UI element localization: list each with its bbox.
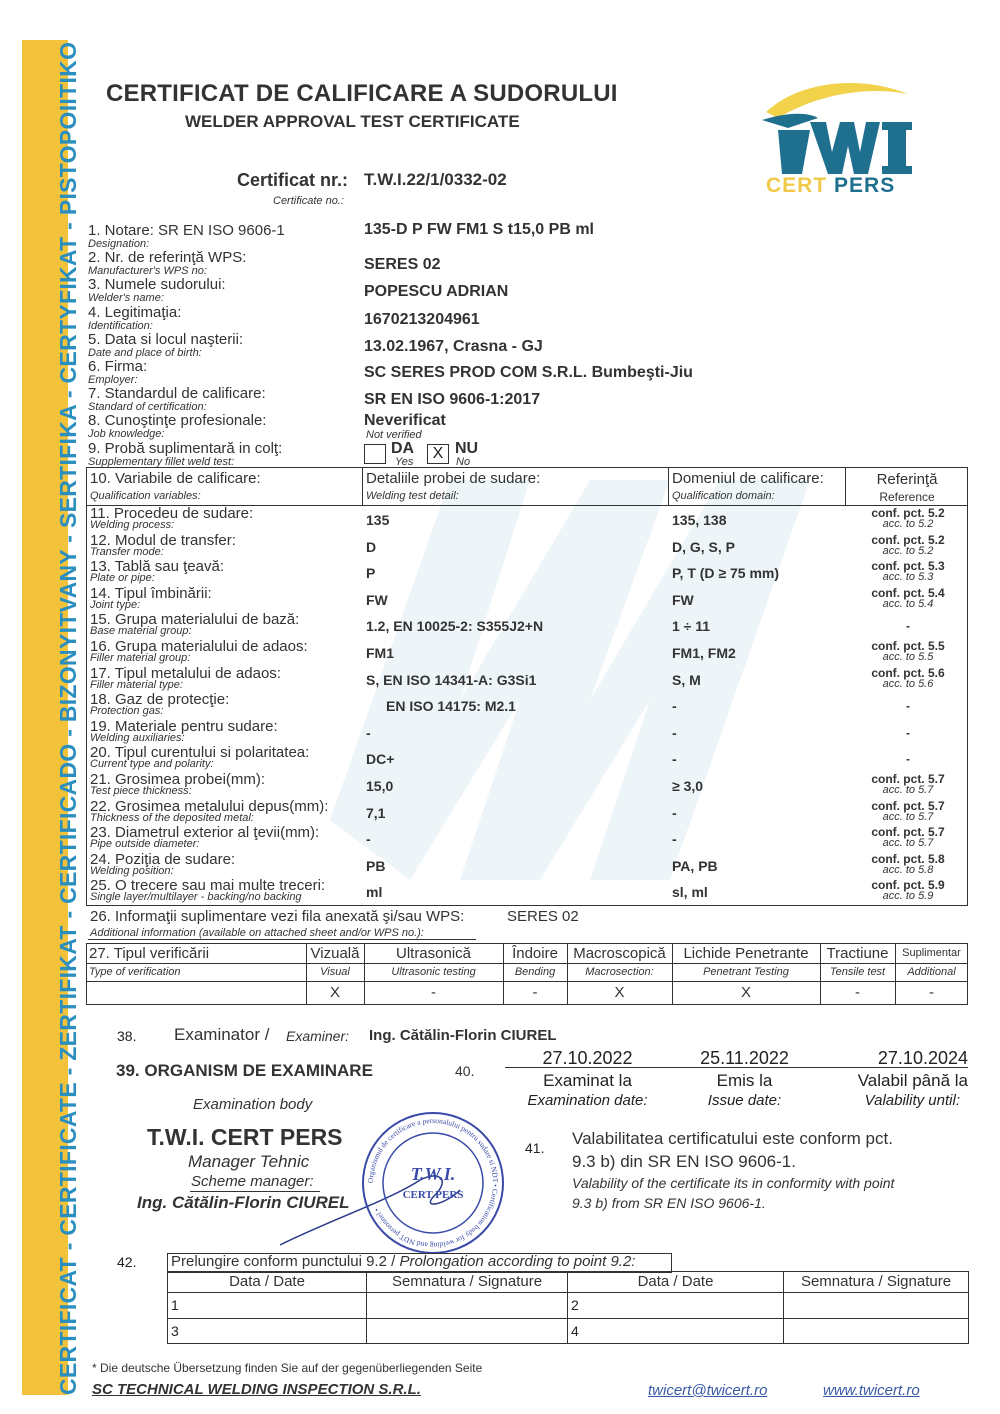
row-sublabel: Filler material group: xyxy=(90,652,191,664)
exam-date: 27.10.2022 xyxy=(542,1048,633,1068)
sidebar-banner xyxy=(22,40,81,1395)
row-reference: conf. pct. 5.6 xyxy=(871,665,945,680)
row-label: 11. Procedeu de sudare: xyxy=(90,505,254,522)
exam-body-title: 39. ORGANISM DE EXAMINARE xyxy=(116,1061,373,1080)
verif-header: Suplimentar xyxy=(902,947,961,959)
row-reference: conf. pct. 5.2 xyxy=(871,506,945,520)
row-domain-value: D, G, S, P xyxy=(672,538,736,555)
row-sublabel: Single layer/multilayer - backing/no backing xyxy=(90,891,302,904)
row-reference-sub: acc. to 5.3 xyxy=(882,571,934,584)
row-reference: conf. pct. 5.7 xyxy=(871,772,945,786)
prolong-divider xyxy=(167,1318,969,1319)
row-test-value: PB xyxy=(366,857,386,874)
verif-divider xyxy=(86,963,968,964)
header-reference: Referinţă xyxy=(876,471,938,488)
row-sublabel: Thickness of the deposited metal: xyxy=(90,811,254,824)
row-label: 13. Tablă sau ţeavă: xyxy=(90,558,224,576)
additional-info-sub: Additional information (available on attached sheet and/or WPS no.): xyxy=(90,927,424,939)
field-sublabel: Designation: xyxy=(88,238,150,250)
stamp-ring-text: Organismul de certificare a personalului pentru sudare si NDT • Certification body for welding and NDT personnel • xyxy=(365,1115,501,1251)
no-label: No xyxy=(456,456,471,468)
row-label: 18. Gaz de protecţie: xyxy=(90,691,230,709)
examiner-num: 38. xyxy=(117,1028,137,1044)
field-label: 6. Firma: xyxy=(88,358,148,375)
row-domain-value: PA, PB xyxy=(672,857,718,874)
row-sublabel: Current type and polarity: xyxy=(90,758,214,771)
row-label: 17. Tipul metalului de adaos: xyxy=(90,664,281,682)
valid-date-label: Valabil până la xyxy=(857,1071,968,1090)
exam-body-sub: Examination body xyxy=(193,1096,313,1113)
verif-subheader: Additional xyxy=(907,966,956,978)
row-reference: conf. pct. 5.7 xyxy=(871,798,945,813)
stamp-inner-text-2: CERT PERS xyxy=(402,1189,464,1201)
row-reference-sub: acc. to 5.5 xyxy=(882,651,934,663)
row-sublabel: Welding auxiliaries: xyxy=(90,731,185,744)
certificate-title: CERTIFICAT DE CALIFICARE A SUDORULUI xyxy=(106,80,618,107)
row-test-value: 1.2, EN 10025-2: S355J2+N xyxy=(366,618,544,635)
row-sublabel: Transfer mode: xyxy=(90,545,164,558)
checkbox-da xyxy=(364,444,386,464)
header-reference-sub: Reference xyxy=(879,490,935,504)
verif-subheader: Type of verification xyxy=(89,966,181,978)
checkbox-nu: X xyxy=(427,444,449,464)
col-divider xyxy=(668,467,669,505)
row-reference: conf. pct. 5.5 xyxy=(871,639,945,653)
row-label: 14. Tipul îmbinării: xyxy=(90,584,212,602)
row-reference-sub: acc. to 5.7 xyxy=(882,810,934,823)
prolong-row-2: 2 xyxy=(571,1297,579,1313)
field-sublabel: Job knowledge: xyxy=(88,428,165,440)
field-sublabel: Supplementary fillet weld test: xyxy=(88,456,235,468)
col-divider xyxy=(362,467,363,505)
row-domain-value: - xyxy=(672,698,677,715)
verif-subheader: Macrosection: xyxy=(585,966,654,978)
verif-header: Îndoire xyxy=(512,945,558,962)
examiner-label: Examinator / xyxy=(174,1025,270,1044)
official-stamp xyxy=(358,1108,508,1258)
row-label: 25. O trecere sau mai multe treceri: xyxy=(90,877,326,895)
verif-value: - xyxy=(855,984,860,1001)
row-test-value: ml xyxy=(366,884,383,901)
prolong-divider xyxy=(167,1292,969,1293)
manager-name: Ing. Cătălin-Florin CIUREL xyxy=(137,1193,350,1212)
field-label: 9. Probă suplimentară in colţ: xyxy=(88,440,283,457)
field-sublabel: Date and place of birth: xyxy=(88,347,202,359)
logo-pers-text: PERS xyxy=(834,174,896,197)
da-label: DA xyxy=(391,440,415,457)
row-test-value: FW xyxy=(366,591,388,608)
field-sublabel: Employer: xyxy=(88,374,138,386)
header-variables-sub: Qualification variables: xyxy=(90,490,201,502)
prolong-title-en: Prolongation according to point 9.2: xyxy=(399,1253,636,1270)
row-domain-value: ≥ 3,0 xyxy=(672,778,704,794)
verif-subheader: Tensile test xyxy=(829,966,886,978)
field-label: 1. Notare: SR EN ISO 9606-1 xyxy=(88,222,285,239)
row-sublabel: Welding position: xyxy=(90,864,174,877)
cert-number-sublabel: Certificate no.: xyxy=(273,195,344,207)
row-reference-sub: acc. to 5.7 xyxy=(882,837,934,850)
row-domain-value: - xyxy=(672,804,677,821)
field-value: POPESCU ADRIAN xyxy=(364,283,509,300)
logo-cert-text: CERT xyxy=(766,174,828,197)
field-value: Neverificat xyxy=(364,412,446,429)
verif-header: Lichide Penetrante xyxy=(683,945,809,962)
row-reference-sub: acc. to 5.4 xyxy=(882,597,934,610)
row-reference: conf. pct. 5.3 xyxy=(871,559,945,574)
verif-subheader: Visual xyxy=(320,966,350,978)
underline xyxy=(88,939,476,940)
manager-role-en: Scheme manager: xyxy=(191,1173,314,1190)
field-label: 7. Standardul de calificare: xyxy=(88,385,266,402)
footer-email-link[interactable]: twicert@twicert.ro xyxy=(648,1382,768,1399)
prolong-row-3: 3 xyxy=(171,1323,179,1339)
row-reference-sub: acc. to 5.2 xyxy=(882,544,934,557)
num-41: 41. xyxy=(525,1140,545,1156)
row-domain-value: - xyxy=(672,751,677,768)
verif-header: Vizuală xyxy=(310,945,360,962)
row-domain-value: - xyxy=(672,831,677,848)
validity-ro-1: Valabilitatea certificatului este conform pct. xyxy=(572,1129,893,1148)
row-sublabel: Base material group: xyxy=(90,625,192,638)
row-sublabel: Filler material type: xyxy=(90,678,183,691)
issue-date: 25.11.2022 xyxy=(700,1048,789,1068)
field-label: 2. Nr. de referinţă WPS: xyxy=(88,249,247,266)
sidebar-text: CERTIFICAT - CERTIFICATE - ZERTIFIKAT - CERTIFICADO - BIZONYITVANY - SERTIFIKA - CERTYFIKAT - PISTOPOIITIKO xyxy=(55,41,81,1395)
row-reference: conf. pct. 5.9 xyxy=(871,878,945,893)
validity-en-2: 9.3 b) from SR EN ISO 9606-1. xyxy=(572,1195,766,1211)
row-test-value: P xyxy=(366,565,376,582)
row-reference-sub: acc. to 5.7 xyxy=(882,784,934,796)
row-sublabel: Pipe outside diameter: xyxy=(90,838,200,851)
field-value: 1670213204961 xyxy=(364,311,480,328)
examiner-name: Ing. Cătălin-Florin CIUREL xyxy=(369,1027,557,1044)
row-test-value: - xyxy=(366,831,371,848)
validity-ro-2: 9.3 b) din SR EN ISO 9606-1. xyxy=(572,1152,796,1171)
row-reference-sub: acc. to 5.9 xyxy=(882,890,934,903)
verif-subheader: Ultrasonic testing xyxy=(391,966,476,978)
footer-note: * Die deutsche Übersetzung finden Sie auf der gegenüberliegenden Seite xyxy=(92,1361,483,1375)
num-40: 40. xyxy=(455,1063,475,1079)
footer-web-link[interactable]: www.twicert.ro xyxy=(823,1382,920,1399)
yes-label: Yes xyxy=(395,456,414,468)
prolong-col-date-2: Data / Date xyxy=(637,1273,714,1290)
additional-info-label: 26. Informaţii suplimentare vezi fila anexată şi/sau WPS: xyxy=(90,908,465,925)
valid-date-sub: Valability until: xyxy=(864,1092,960,1109)
row-domain-value: sl, ml xyxy=(672,884,708,901)
field-value: SERES 02 xyxy=(364,256,441,273)
row-label: 24. Poziţia de sudare: xyxy=(90,850,236,868)
verif-header: Ultrasonică xyxy=(395,945,472,962)
row-label: 21. Grosimea probei(mm): xyxy=(90,771,266,788)
row-test-value: 7,1 xyxy=(366,804,386,821)
field-label: 3. Numele sudorului: xyxy=(88,276,226,293)
row-sublabel: Protection gas: xyxy=(90,705,164,718)
header-domain: Domeniul de calificare: xyxy=(672,470,824,487)
issue-date-label: Emis la xyxy=(716,1071,773,1090)
verif-value: X xyxy=(614,984,625,1001)
prolong-col-sig-2: Semnatura / Signature xyxy=(800,1273,952,1290)
field-label: 5. Data si locul naşterii: xyxy=(88,331,244,348)
manager-role: Manager Tehnic xyxy=(188,1152,310,1171)
row-reference: - xyxy=(906,725,910,740)
field-label: 8. Cunoştinţe profesionale: xyxy=(88,412,267,429)
verif-subheader: Penetrant Testing xyxy=(703,966,789,978)
row-domain-value: - xyxy=(672,724,677,741)
row-sublabel: Welding process: xyxy=(90,519,175,531)
field-sublabel: Manufacturer's WPS no: xyxy=(88,265,207,277)
validity-en-1: Valability of the certificate its in conformity with point xyxy=(572,1175,895,1191)
row-domain-value: 135, 138 xyxy=(672,512,727,528)
header-variables: 10. Variabile de calificare: xyxy=(90,470,261,487)
row-label: 20. Tipul curentului si polaritatea: xyxy=(90,744,310,762)
row-reference: conf. pct. 5.7 xyxy=(871,825,945,840)
footer-company: SC TECHNICAL WELDING INSPECTION S.R.L. xyxy=(92,1381,421,1398)
exam-date-sub: Examination date: xyxy=(527,1092,648,1109)
additional-info-value: SERES 02 xyxy=(507,908,579,925)
row-label: 23. Diametrul exterior al ţevii(mm): xyxy=(90,824,320,842)
verif-value: - xyxy=(431,984,436,1001)
verif-value: - xyxy=(929,984,934,1001)
header-test-detail-sub: Welding test detail: xyxy=(366,490,459,502)
header-test-detail: Detaliile probei de sudare: xyxy=(366,470,541,487)
prolong-row-4: 4 xyxy=(571,1323,579,1339)
examiner-label-en: Examiner: xyxy=(286,1028,350,1044)
prolong-title xyxy=(171,1253,635,1270)
row-reference: - xyxy=(906,619,910,634)
row-test-value: D xyxy=(366,538,377,555)
prolong-row-1: 1 xyxy=(171,1297,179,1313)
nu-label: NU xyxy=(455,440,479,457)
row-test-value: DC+ xyxy=(366,751,395,768)
col-divider xyxy=(845,467,846,505)
row-reference: - xyxy=(906,752,910,767)
row-domain-value: S, M xyxy=(672,671,701,688)
row-test-value: 135 xyxy=(366,512,390,528)
row-label: 12. Modul de transfer: xyxy=(90,531,236,549)
row-test-value: S, EN ISO 14341-A: G3Si1 xyxy=(366,671,537,688)
field-sublabel: Identification: xyxy=(88,320,153,332)
row-reference: conf. pct. 5.2 xyxy=(871,532,945,547)
verif-value: X xyxy=(740,984,751,1001)
row-sublabel: Joint type: xyxy=(90,598,141,611)
verif-subheader: Bending xyxy=(514,966,556,978)
row-sublabel: Plate or pipe: xyxy=(90,572,155,585)
issue-date-sub: Issue date: xyxy=(707,1092,782,1109)
field-value: 135-D P FW FM1 S t15,0 PB ml xyxy=(364,221,594,238)
row-test-value: EN ISO 14175: M2.1 xyxy=(386,698,516,715)
verif-value: - xyxy=(532,984,538,1001)
prolong-col-sig-1: Semnatura / Signature xyxy=(391,1273,543,1290)
prolong-title-ro: Prelungire conform punctului 9.2 / xyxy=(171,1253,396,1270)
row-label: 15. Grupa materialului de bază: xyxy=(90,611,300,629)
row-test-value: 15,0 xyxy=(366,778,394,794)
cert-number-label: Certificat nr.: xyxy=(237,170,349,190)
cert-number-value: T.W.I.22/1/0332-02 xyxy=(364,170,507,189)
verif-header: 27. Tipul verificării xyxy=(89,945,210,962)
row-reference-sub: acc. to 5.8 xyxy=(882,863,934,876)
row-domain-value: FM1, FM2 xyxy=(672,645,736,661)
row-label: 22. Grosimea metalului depus(mm): xyxy=(90,797,329,815)
org-name: T.W.I. CERT PERS xyxy=(147,1124,343,1150)
field-label: 4. Legitimaţia: xyxy=(88,304,182,321)
row-sublabel: Test piece thickness: xyxy=(90,785,192,797)
field-value: 13.02.1967, Crasna - GJ xyxy=(364,338,543,355)
verif-divider xyxy=(86,981,968,982)
row-domain-value: P, T (D ≥ 75 mm) xyxy=(672,565,780,582)
row-reference-sub: acc. to 5.2 xyxy=(882,518,934,530)
row-domain-value: FW xyxy=(672,591,694,608)
exam-date-label: Examinat la xyxy=(543,1071,632,1090)
row-label: 16. Grupa materialului de adaos: xyxy=(90,638,308,655)
field-value: SC SERES PROD COM S.R.L. Bumbeşti-Jiu xyxy=(364,364,693,381)
header-domain-sub: Qualification domain: xyxy=(672,490,775,502)
num-42: 42. xyxy=(117,1254,137,1270)
row-label: 19. Materiale pentru sudare: xyxy=(90,717,278,735)
row-reference: conf. pct. 5.8 xyxy=(871,851,945,866)
prolong-col-date-1: Data / Date xyxy=(229,1273,305,1290)
row-test-value: FM1 xyxy=(366,645,394,661)
row-reference-sub: acc. to 5.6 xyxy=(882,677,934,690)
stamp-inner-text: T.W.I. xyxy=(410,1164,456,1184)
field-value: SR EN ISO 9606-1:2017 xyxy=(364,391,541,408)
row-test-value: - xyxy=(366,724,371,741)
not-verified-sub: Not verified xyxy=(366,429,422,441)
verif-value: X xyxy=(329,984,340,1001)
certificate-subtitle: WELDER APPROVAL TEST CERTIFICATE xyxy=(185,112,520,131)
verif-header: Tractiune xyxy=(826,945,889,962)
row-reference: - xyxy=(906,699,910,714)
field-sublabel: Standard of certification: xyxy=(88,401,207,413)
verif-header: Macroscopică xyxy=(573,945,666,962)
row-domain-value: 1 ÷ 11 xyxy=(672,618,711,635)
logo-text xyxy=(766,174,895,198)
valid-date: 27.10.2024 xyxy=(877,1048,968,1068)
field-sublabel: Welder's name: xyxy=(88,292,164,304)
row-reference: conf. pct. 5.4 xyxy=(871,585,945,600)
